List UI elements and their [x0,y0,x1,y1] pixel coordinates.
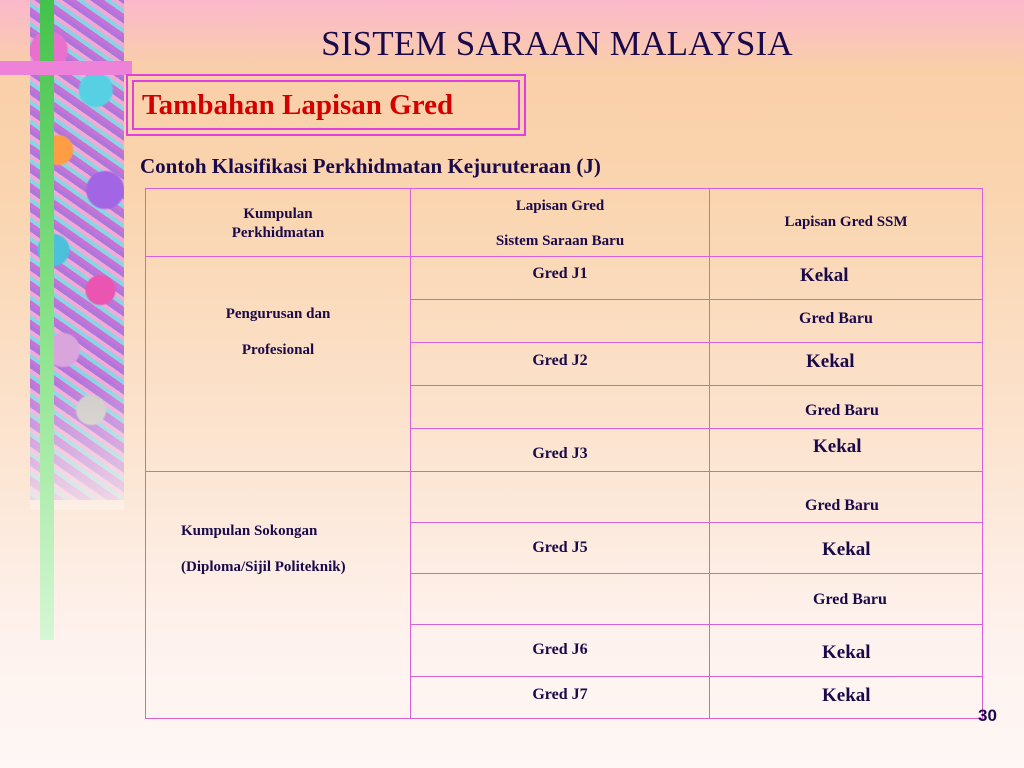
header-col1-line2: Perkhidmatan [231,225,325,241]
header-col2-line1: Lapisan Gred [515,198,605,214]
ssm-text: Kekal [822,539,871,560]
ssm-cell [710,257,983,300]
ssm-cell [710,429,983,472]
slide-title: SISTEM SARAAN MALAYSIA [321,24,793,63]
ssm-cell [710,677,983,719]
subtitle-box [126,74,526,136]
grade-text: Gred J2 [532,352,588,369]
grade-cell [411,472,710,523]
page-number: 30 [978,706,997,725]
header-lapisan-gred [411,189,710,257]
ssm-text: Kekal [822,642,871,663]
header-col1-line1: Kumpulan [243,206,313,222]
grade-text: Gred J6 [532,641,588,658]
header-col3: Lapisan Gred SSM [784,214,908,230]
grade-cell [411,257,710,300]
header-kumpulan-perkhidmatan [146,189,411,257]
classification-table [145,188,983,719]
table-header-row [146,189,983,257]
ssm-text: Gred Baru [813,591,887,608]
ssm-cell [710,523,983,574]
group2-line1: Kumpulan Sokongan [181,523,318,539]
table-caption: Contoh Klasifikasi Perkhidmatan Kejuruteraan (J) [140,154,601,178]
header-lapisan-gred-ssm [710,189,983,257]
group1-line2: Profesional [241,342,315,358]
grade-cell [411,386,710,429]
group2-line2: (Diploma/Sijil Politeknik) [181,559,346,575]
ssm-text: Gred Baru [805,402,879,419]
ssm-cell [710,472,983,523]
decorative-green-stripe [40,0,54,640]
grade-cell [411,300,710,343]
grade-cell [411,523,710,574]
ssm-cell [710,300,983,343]
grade-cell [411,625,710,677]
grade-text: Gred J7 [532,686,588,703]
subtitle-text: Tambahan Lapisan Gred [132,80,520,130]
table-row [146,472,983,523]
grade-cell [411,677,710,719]
ssm-cell [710,574,983,625]
group-pengurusan-profesional [146,257,411,472]
group1-line1: Pengurusan dan [225,306,331,322]
grade-text: Gred J1 [532,265,588,282]
header-col2-line2: Sistem Saraan Baru [495,233,625,249]
ssm-text: Gred Baru [799,310,873,327]
grade-cell [411,429,710,472]
ssm-cell [710,343,983,386]
ssm-text: Kekal [813,436,862,457]
ssm-text: Kekal [806,351,855,372]
ssm-text: Gred Baru [805,497,879,514]
ssm-text: Kekal [822,685,871,706]
ssm-cell [710,386,983,429]
grade-text: Gred J5 [532,539,588,556]
grade-cell [411,574,710,625]
table-row [146,257,983,300]
ssm-text: Kekal [800,265,849,286]
ssm-cell [710,625,983,677]
grade-text: Gred J3 [532,445,588,462]
grade-cell [411,343,710,386]
group-kumpulan-sokongan [146,472,411,719]
